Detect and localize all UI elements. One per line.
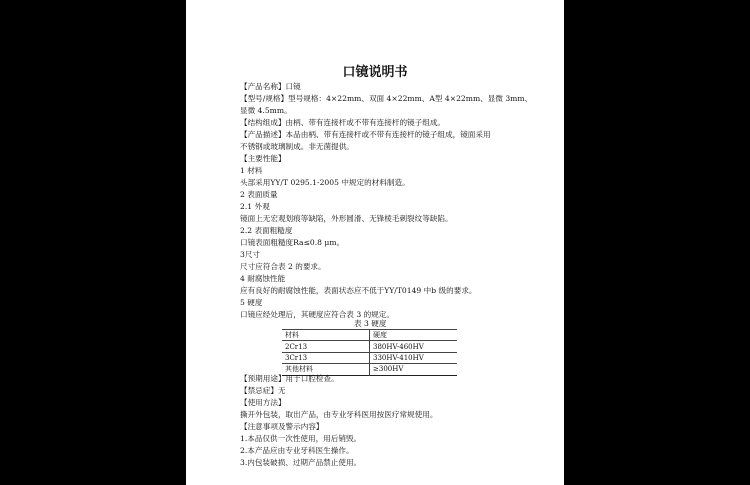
model-spec-line-cont: 显微 4.5mm。	[240, 106, 292, 115]
document-title: 口镜说明书	[342, 65, 408, 80]
performance-heading: 【主要性能】	[240, 154, 286, 163]
table-cell: 3Cr13	[282, 352, 370, 363]
precaution-item: 1.本品仅供一次性使用，用后销毁。	[240, 434, 362, 443]
description-line: 【产品描述】本品由柄、带有连接杆或不带有连接杆的镜子组成，镜面采用	[240, 130, 491, 139]
size-line: 尺寸应符合表 2 的要求。	[240, 262, 326, 271]
section-2-2-heading: 2.2 表面粗糙度	[240, 226, 293, 235]
contraindication-line: 【禁忌症】无	[240, 386, 286, 395]
intended-use-line: 【预期用途】用于口腔检查。	[240, 374, 339, 383]
structure-line: 【结构组成】由柄、带有连接杆或不带有连接杆的镜子组成。	[240, 118, 446, 127]
table-header-row	[282, 330, 457, 341]
description-line-cont: 不锈钢或玻璃制成。非无菌提供。	[240, 142, 354, 151]
table-cell: 2Cr13	[282, 341, 370, 352]
usage-heading: 【使用方法】	[240, 398, 286, 407]
section-4-heading: 4 耐腐蚀性能	[240, 274, 286, 283]
document-page	[186, 0, 564, 485]
section-1-heading: 1 材料	[240, 166, 263, 175]
material-line: 头部采用YY/T 0295.1-2005 中规定的材料制造。	[240, 178, 410, 187]
section-2-heading: 2 表面质量	[240, 190, 278, 199]
roughness-line: 口镜表面粗糙度Ra≤0.8 μm。	[240, 238, 345, 247]
table-header-cell: 硬度	[370, 330, 458, 341]
table-row	[282, 341, 457, 352]
section-3-heading: 3尺寸	[240, 250, 261, 259]
table-cell: 380HV-460HV	[370, 341, 458, 352]
table-cell: 其他材料	[282, 364, 370, 375]
precautions-heading: 【注意事项及警示内容】	[240, 422, 324, 431]
appearance-line: 镜面上无宏观划痕等缺陷，外形圆滑、无锋棱毛刺裂纹等缺陷。	[240, 214, 453, 223]
usage-line: 撕开外包装，取出产品，由专业牙科医用按医疗常规使用。	[240, 410, 438, 419]
table-caption: 表 3 硬度	[354, 319, 387, 328]
table-row	[282, 352, 457, 363]
hardness-line: 口镜应经处理后，其硬度应符合表 3 的规定。	[240, 310, 394, 319]
section-2-1-heading: 2.1 外观	[240, 202, 270, 211]
precaution-item: 3.内包装破损、过期产品禁止使用。	[240, 458, 362, 467]
section-5-heading: 5 硬度	[240, 298, 263, 307]
table-cell: ≥300HV	[370, 364, 458, 375]
model-spec-line: 【型号/规格】型号规格：4×22mm、双面 4×22mm、A型 4×22mm、显微 3mm、	[240, 94, 533, 103]
corrosion-line: 应有良好的耐腐蚀性能，表面状态应不低于YY/T0149 中b 级的要求。	[240, 286, 477, 295]
precaution-item: 2.本产品应由专业牙科医生操作。	[240, 446, 354, 455]
hardness-table	[282, 329, 457, 376]
product-name-line: 【产品名称】口镜	[240, 82, 301, 91]
table-cell: 330HV-410HV	[370, 352, 458, 363]
table-header-cell: 材料	[282, 330, 370, 341]
